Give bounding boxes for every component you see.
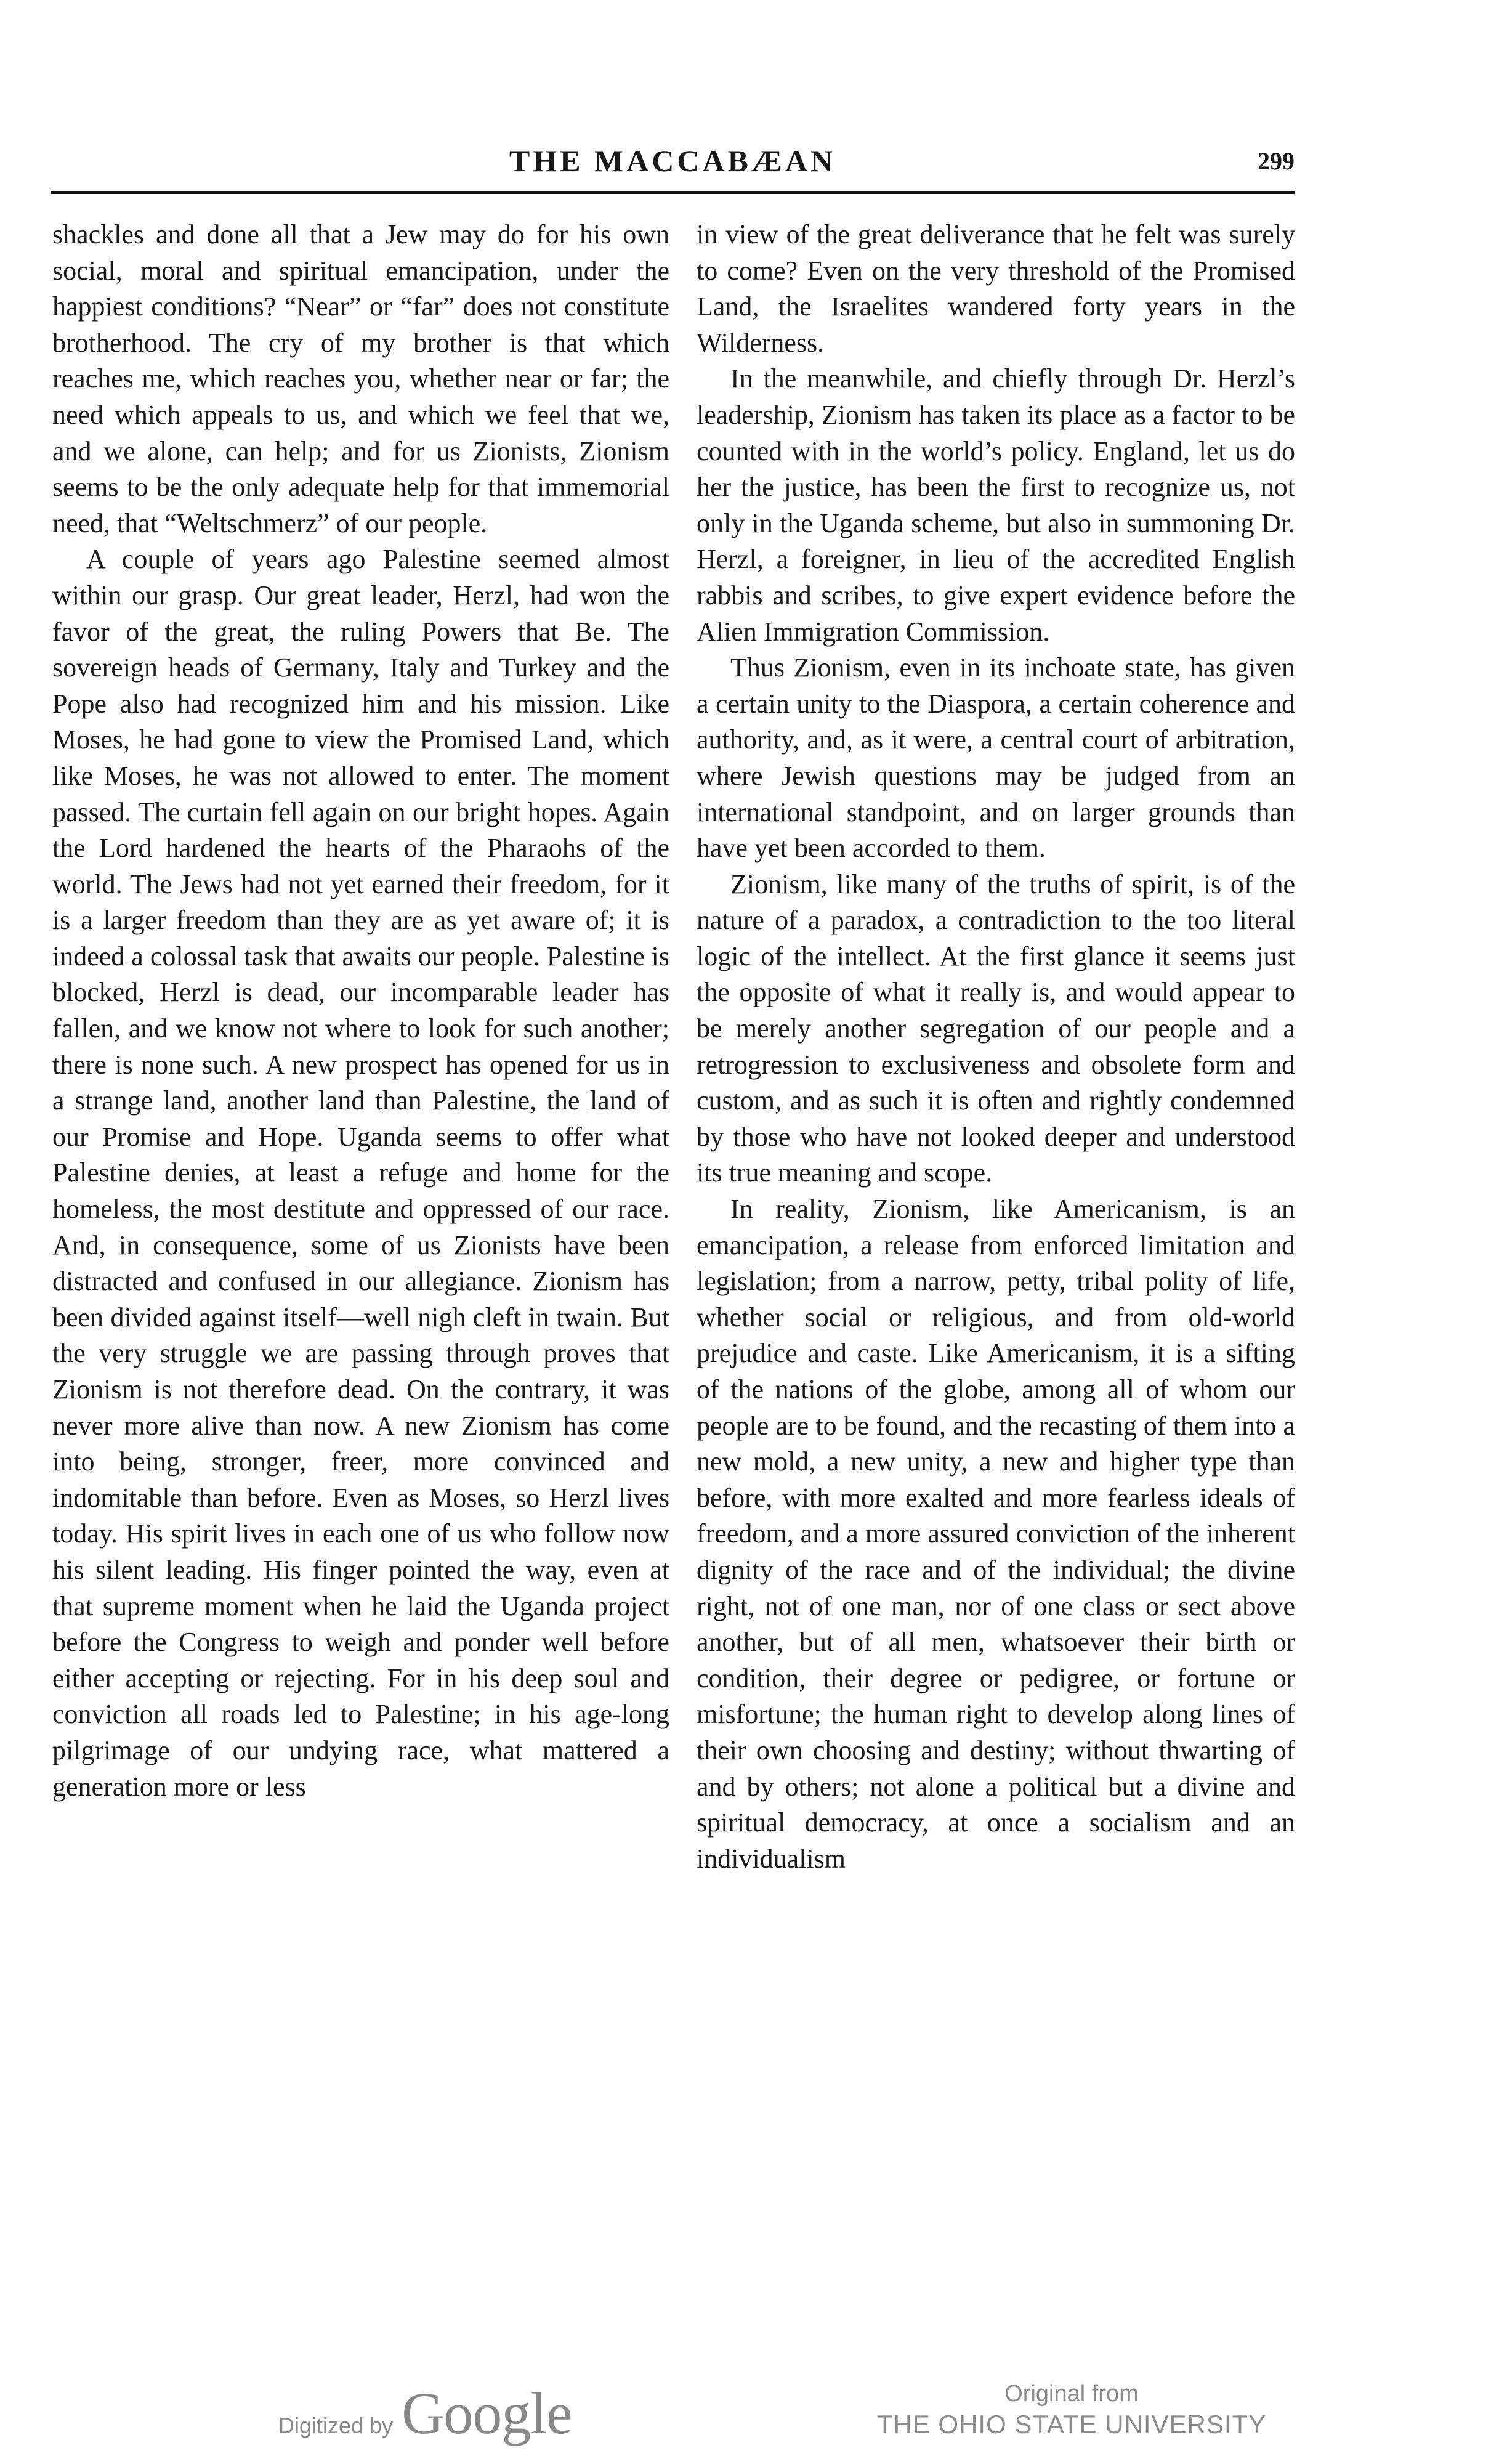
page-header [51,143,1295,186]
paragraph: A couple of years ago Palestine seemed almost within our grasp. Our great leader, Herzl, had won the favor of the great, the ruling Powers that Be. The sovereign heads of Germany, Italy and Turkey and the Pope also had recognized him and his mission. Like Moses, he had gone to view the Promised Land, which like Moses, he was not allowed to enter. The moment passed. The curtain fell again on our bright hopes. Again the Lord hardened the hearts of the Pharaohs of the world. The Jews had not yet earned their freedom, for it is a larger freedom than they are as yet aware of; it is indeed a colossal task that awaits our people. Palestine is blocked, Herzl is dead, our incomparable leader has fallen, and we know not where to look for such another; there is none such. A new prospect has opened for us in a strange land, another land than Palestine, the land of our Promise and Hope. Uganda seems to offer what Palestine denies, at least a refuge and home for the homeless, the most destitute and oppressed of our race. And, in consequence, some of us Zionists have been distracted and confused in our allegiance. Zionism has been divided against itself—well nigh cleft in twain. But the very struggle we are passing through proves that Zionism is not therefore dead. On the contrary, it was never more alive than now. A new Zionism has come into being, stronger, freer, more convinced and indomitable than before. Even as Moses, so Herzl lives today. His spirit lives in each one of us who follow now his silent leading. His finger pointed the way, even at that supreme moment when he laid the Uganda project before the Congress to weigh and ponder well before either accepting or rejecting. For in his deep soul and conviction all roads led to Palestine; in his age-long pilgrimage of our undying race, what mattered a generation more or less [52,544,669,1802]
paragraph: shackles and done all that a Jew may do for his own social, moral and spiritual emancipation, under the happiest conditions? “Near” or “far” does not constitute brotherhood. The cry of my brother is that which reaches me, which reaches you, whether near or far; the need which appeals to us, and which we feel that we, and we alone, can help; and for us Zionists, Zionism seems to be the only adequate help for that immemorial need, that “Weltschmerz” of our people. [52,219,669,538]
paragraph: In the meanwhile, and chiefly through Dr. Herzl’s leadership, Zionism has taken its place as a factor to be counted with in the world’s policy. England, let us do her the justice, has been the first to recognize us, not only in the Uganda scheme, but also in summoning Dr. Herzl, a foreigner, in lieu of the accredited English rabbis and scribes, to give expert evidence before the Alien Immigration Commission. [697,363,1295,647]
original-from-watermark [850,2379,1293,2441]
running-title: THE MACCABÆAN [509,144,836,178]
paragraph: In reality, Zionism, like Americanism, is an emancipation, a release from enforced limitation and legislation; from a narrow, petty, tribal polity of life, whether social or religious, and from old-world prejudice and caste. Like Americanism, it is a sifting of the nations of the globe, among all of whom our people are to be found, and the recasting of them into a new mold, a new unity, a new and higher type than before, with more exalted and more fearless ideals of freedom, and a more assured conviction of the inherent dignity of the race and of the individual; the divine right, not of one man, nor of one class or sect above another, but of all men, whatsoever their birth or condition, their degree or pedigree, or fortune or misfortune; the human right to develop along lines of their own choosing and destiny; without thwarting of and by others; not alone a political but a divine and spiritual democracy, at once a socialism and an individualism [697,1194,1295,1874]
google-logo: Google [402,2380,572,2446]
paragraph: in view of the great deliverance that he felt was surely to come? Even on the very threshold of the Promised Land, the Israelites wandered forty years in the Wilderness. [697,219,1295,358]
digitized-by-watermark [278,2379,572,2447]
original-from-label: Original from [1004,2381,1139,2407]
page-number: 299 [1258,147,1295,175]
institution-name: THE OHIO STATE UNIVERSITY [876,2410,1267,2439]
header-rule [51,191,1295,194]
digitized-label: Digitized by [278,2413,394,2438]
paragraph: Zionism, like many of the truths of spirit, is of the nature of a paradox, a contradiction to the too literal logic of the intellect. At the first glance it seems just the opposite of what it really is, and would appear to be merely another segregation of our people and a retrogression to exclusiveness and obsolete form and custom, and as such it is often and rightly condemned by those who have not looked deeper and understood its true meaning and scope. [697,869,1295,1188]
paragraph: Thus Zionism, even in its inchoate state, has given a certain unity to the Diaspora, a certain coherence and authority, and, as it were, a central court of arbitration, where Jewish questions may be judged from an international standpoint, and on larger grounds than have yet been accorded to them. [697,652,1295,864]
right-column [697,217,1295,1877]
left-column [52,217,669,1805]
